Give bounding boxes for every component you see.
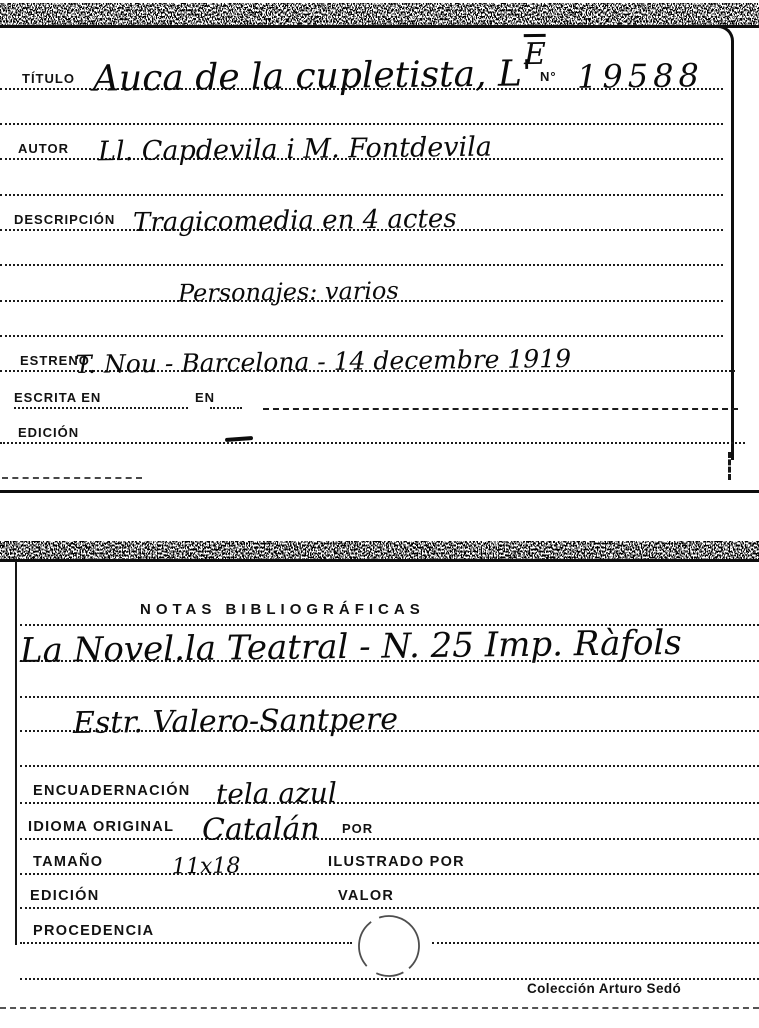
procedencia-label: PROCEDENCIA — [33, 923, 155, 939]
idioma-original-label: IDIOMA ORIGINAL — [28, 819, 175, 835]
ruled-line — [0, 264, 723, 266]
ruled-line — [20, 942, 352, 944]
escrita-en-label: ESCRITA EN — [14, 390, 102, 405]
ruled-line — [14, 407, 188, 409]
ruled-line — [0, 335, 723, 337]
card-top-edge — [0, 559, 759, 562]
ruled-line — [0, 123, 723, 125]
ruled-line — [20, 802, 759, 804]
ruled-line — [0, 194, 723, 196]
ruled-line — [2, 477, 142, 479]
descripcion-value: Tragicomedia en 4 actes — [132, 204, 457, 238]
card-right-border-tail — [728, 452, 731, 480]
numero-value: 19588 — [576, 56, 705, 96]
titulo-label: TÍTULO — [22, 71, 75, 86]
titulo-value: Auca de la cupletista, L' — [92, 53, 532, 100]
edicion-label: EDICIÓN — [30, 888, 100, 904]
estreno-label: ESTRENO — [20, 353, 90, 368]
encuadernacion-label: ENCUADERNACIÓN — [33, 783, 191, 799]
numero-label: N° — [540, 69, 557, 84]
ruled-line — [20, 838, 759, 840]
por-label: POR — [342, 821, 374, 836]
personajes-value: Personajes: varios — [177, 276, 399, 308]
en-label: EN — [195, 390, 216, 405]
ruled-line — [0, 442, 745, 444]
notas-bibliograficas-header: NOTAS BIBLIOGRÁFICAS — [140, 601, 425, 618]
note-line-1: La Novel.la Teatral - N. 25 Imp. Ràfols — [19, 622, 683, 672]
ruled-line — [432, 942, 759, 944]
ruled-line — [20, 873, 759, 875]
autor-label: AUTOR — [18, 141, 69, 156]
tamano-label: TAMAÑO — [33, 854, 104, 870]
ruled-line — [0, 1007, 759, 1009]
descripcion-label: DESCRIPCIÓN — [14, 212, 116, 227]
card-bottom-edge — [0, 490, 759, 493]
ruled-line — [210, 407, 242, 409]
scan-edge-texture — [0, 541, 759, 561]
ilustrado-por-label: ILUSTRADO POR — [328, 854, 465, 870]
collection-credit: Colección Arturo Sedó — [527, 981, 682, 996]
note-line-2: Estr. Valero-Santpere — [72, 702, 399, 741]
tamano-value: 11x18 — [171, 853, 241, 880]
card-left-border — [15, 561, 17, 945]
idioma-original-value: Catalán — [201, 811, 320, 848]
stamp-circle-mark — [356, 913, 422, 979]
encuadernacion-value: tela azul — [215, 776, 338, 811]
edicion-label: EDICIÓN — [18, 425, 80, 440]
scan-edge-texture — [0, 3, 759, 25]
ruled-line — [20, 696, 759, 698]
estreno-value: T. Nou - Barcelona - 14 decembre 1919 — [74, 343, 572, 380]
ruled-line — [263, 408, 738, 410]
autor-value: Ll. Capdevila i M. Fontdevila — [97, 131, 493, 168]
ruled-line — [20, 765, 759, 767]
valor-label: VALOR — [338, 888, 395, 904]
numero-letter: $\overline{E}$ — [523, 36, 547, 73]
ruled-line — [20, 907, 759, 909]
